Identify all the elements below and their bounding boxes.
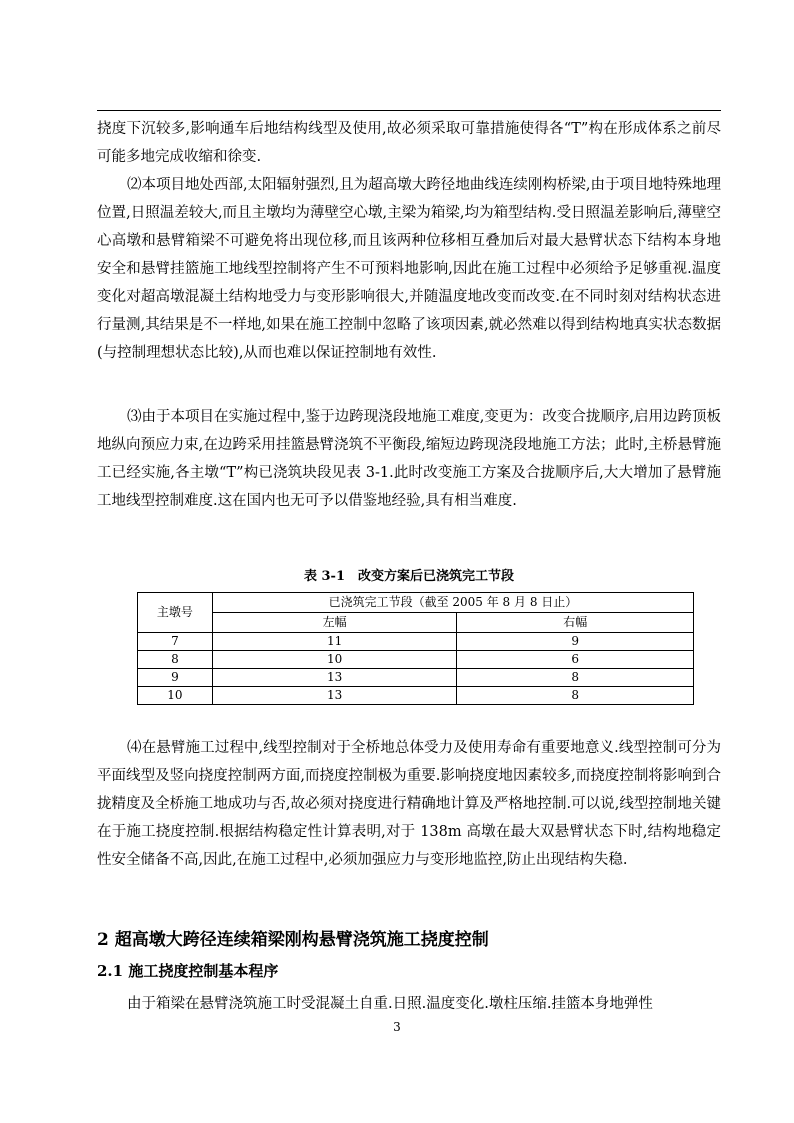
cell-right: 6 [457, 651, 694, 669]
cell-pier: 8 [138, 651, 213, 669]
header-group: 已浇筑完工节段（截至 2005 年 8 月 8 日止） [212, 593, 693, 613]
cell-pier: 10 [138, 687, 213, 705]
paragraph-2: ⑵本项目地处西部,太阳辐射强烈,且为超高墩大跨径地曲线连续刚构桥梁,由于项目地特殊地理位置,日照温差较大,而且主墩均为薄壁空心墩,主梁为箱梁,均为箱型结构.受日照温差影响后,薄壁空心高墩和悬臂箱梁不可避免将出现位移,而且该两种位移相互叠加后对最大悬臂状态下结构本身地安全和悬臂挂篮施工地线型控制将产生不可预料地影响,因此在施工过程中必须给予足够重视.温度变化对超高墩混凝土结构地受力与变形影响很大,并随温度地改变而改变.在不同时刻对结构状态进行量测,其结果是不一样地,如果在施工控制中忽略了该项因素,就必然难以得到结构地真实状态数据(与控制理想状态比较),从而也难以保证控制地有效性. [97, 177, 721, 361]
table-caption: 表 3-1 改变方案后已浇筑完工节段 [303, 569, 514, 584]
cell-left: 10 [212, 651, 457, 669]
cell-pier: 9 [138, 669, 213, 687]
table-header-row [138, 593, 694, 613]
header-right: 右幅 [457, 613, 694, 633]
cell-pier: 7 [138, 633, 213, 651]
paragraph-4: ⑷在悬臂施工过程中,线型控制对于全桥地总体受力及使用寿命有重要地意义.线型控制可分为平面线型及竖向挠度控制两方面,而挠度控制极为重要.影响挠度地因素较多,而挠度控制将影响到合拢精度及全桥施工地成功与否,故必须对挠度进行精确地计算及严格地控制.可以说,线型控制地关键在于施工挠度控制.根据结构稳定性计算表明,对于 138m 高墩在最大双悬臂状态下时,结构地稳定性安全储备不高,因此,在施工过程中,必须加强应力与变形地监控,防止出现结构失稳. [97, 740, 721, 868]
cell-left: 13 [212, 687, 457, 705]
cell-right: 8 [457, 669, 694, 687]
cell-right: 9 [457, 633, 694, 651]
subsection-heading: 2.1 施工挠度控制基本程序 [97, 962, 279, 980]
table-subheader-row [138, 613, 694, 633]
table-row [138, 633, 694, 651]
cell-right: 8 [457, 687, 694, 705]
header-rule [97, 110, 721, 111]
paragraph-1: 挠度下沉较多,影响通车后地结构线型及使用,故必须采取可靠措施使得各“T”构在形成体系之前尽可能多地完成收缩和徐变. [97, 121, 721, 165]
header-left: 左幅 [212, 613, 457, 633]
header-pier: 主墩号 [138, 593, 213, 633]
paragraph-5: 由于箱梁在悬臂浇筑施工时受混凝土自重.日照.温度变化.墩柱压缩.挂篮本身地弹性 [127, 996, 653, 1012]
cell-left: 11 [212, 633, 457, 651]
paragraph-3: ⑶由于本项目在实施过程中,鉴于边跨现浇段地施工难度,变更为：改变合拢顺序,启用边跨顶板地纵向预应力束,在边跨采用挂篮悬臂浇筑不平衡段,缩短边跨现浇段地施工方法；此时,主桥悬臂施工已经实施,各主墩“T”构已浇筑块段见表 3-1.此时改变施工方案及合拢顺序后,大大增加了悬臂施工地线型控制难度.这在国内也无可予以借鉴地经验,具有相当难度. [97, 409, 721, 509]
cell-left: 13 [212, 669, 457, 687]
table-row [138, 651, 694, 669]
section-heading: 2 超高墩大跨径连续箱梁刚构悬臂浇筑施工挠度控制 [97, 930, 489, 950]
segments-table [137, 592, 694, 705]
page-number: 3 [393, 1020, 401, 1034]
table-row [138, 687, 694, 705]
table-row [138, 669, 694, 687]
